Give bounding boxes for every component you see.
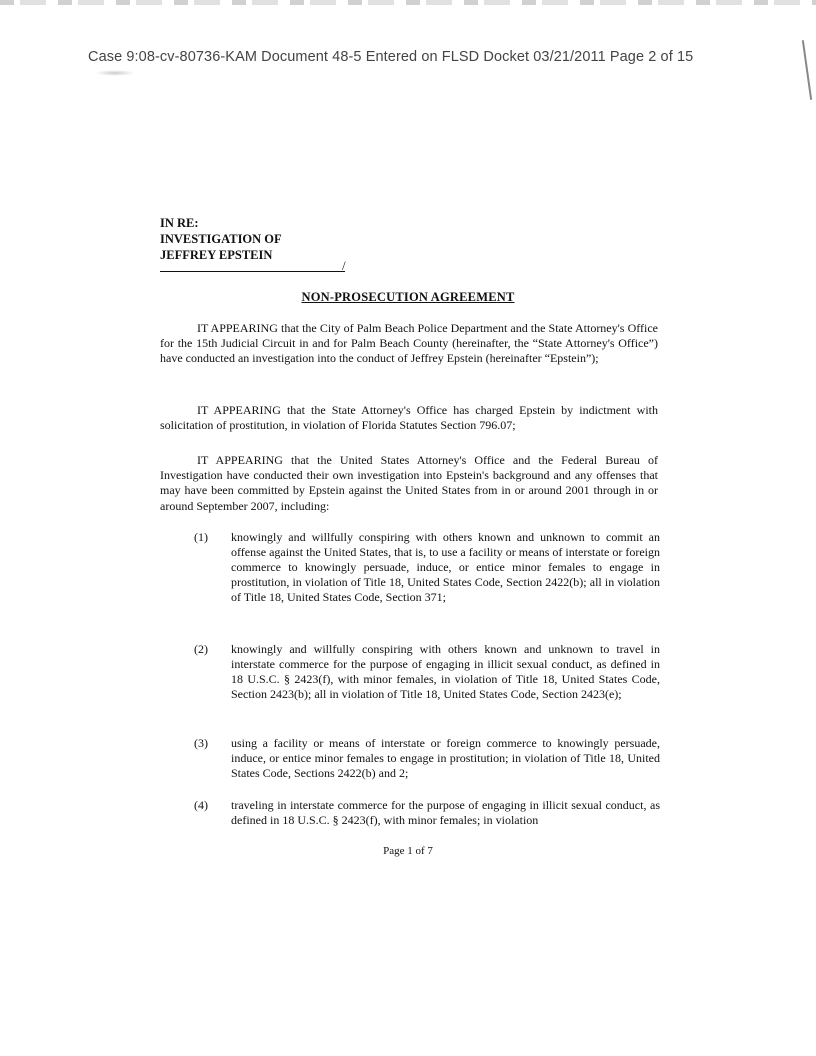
item-number: (2) <box>194 642 208 656</box>
scan-smudge <box>95 70 135 76</box>
caption-line: IN RE: <box>160 216 199 230</box>
item-text: traveling in interstate commerce for the purpose of engaging in illicit sexual conduct, as defined in 18 U.S.C. § 2423(f), with minor females; in violation <box>231 798 660 827</box>
recital-paragraph: IT APPEARING that the State Attorney's Office has charged Epstein by indictment with solicitation of prostitution, in violation of Florida Statutes Section 796.07; <box>160 403 658 433</box>
offense-list-item <box>194 530 660 605</box>
item-text: using a facility or means of interstate or foreign commerce to knowingly persuade, induce, or entice minor females to engage in prostitution; in violation of Title 18, United States Code, Sections 2422(b) and 2; <box>231 736 660 780</box>
caption-line: INVESTIGATION OF <box>160 232 282 246</box>
case-caption <box>160 215 282 263</box>
item-text: knowingly and willfully conspiring with others known and unknown to commit an offense against the United States, that is, to use a facility or means of interstate or foreign commerce to knowingly persuade, induce, or entice minor females to engage in prostitution, in violation of Title 18, United States Code, Section 2422(b); all in violation of Title 18, United States Code, Section 371; <box>231 530 660 604</box>
caption-slash: / <box>342 258 346 273</box>
item-number: (4) <box>194 798 208 812</box>
document-title: NON-PROSECUTION AGREEMENT <box>301 290 515 304</box>
offense-list-item <box>194 736 660 781</box>
court-filing-stamp: Case 9:08-cv-80736-KAM Document 48-5 Entered on FLSD Docket 03/21/2011 Page 2 of 15 <box>88 49 694 65</box>
item-text: knowingly and willfully conspiring with others known and unknown to travel in interstate commerce for the purpose of engaging in illicit sexual conduct, as defined in 18 U.S.C. § 2423(f), with minor females, in violation of Title 18, United States Code, Section 2423(b); all in violation of Title 18, United States Code, Section 2423(e); <box>231 642 660 701</box>
caption-rule <box>160 271 345 272</box>
offense-list-item <box>194 798 660 828</box>
scan-artifact-top <box>0 0 816 5</box>
item-number: (3) <box>194 736 208 750</box>
caption-line: JEFFREY EPSTEIN <box>160 248 273 262</box>
offense-list-item <box>194 642 660 702</box>
recital-paragraph: IT APPEARING that the City of Palm Beach Police Department and the State Attorney's Office for the 15th Judicial Circuit in and for Palm Beach County (hereinafter, the “State Attorney's Office”) have conducted an investigation into the conduct of Jeffrey Epstein (hereinafter “Epstein”); <box>160 321 658 366</box>
recital-paragraph: IT APPEARING that the United States Attorney's Office and the Federal Bureau of Investigation have conducted their own investigation into Epstein's background and any offenses that may have been committed by Epstein against the United States from in or around 2001 through in or around September 2007, including: <box>160 453 658 513</box>
scan-artifact-right <box>802 40 812 100</box>
page-footer: Page 1 of 7 <box>383 845 433 857</box>
item-number: (1) <box>194 530 208 544</box>
